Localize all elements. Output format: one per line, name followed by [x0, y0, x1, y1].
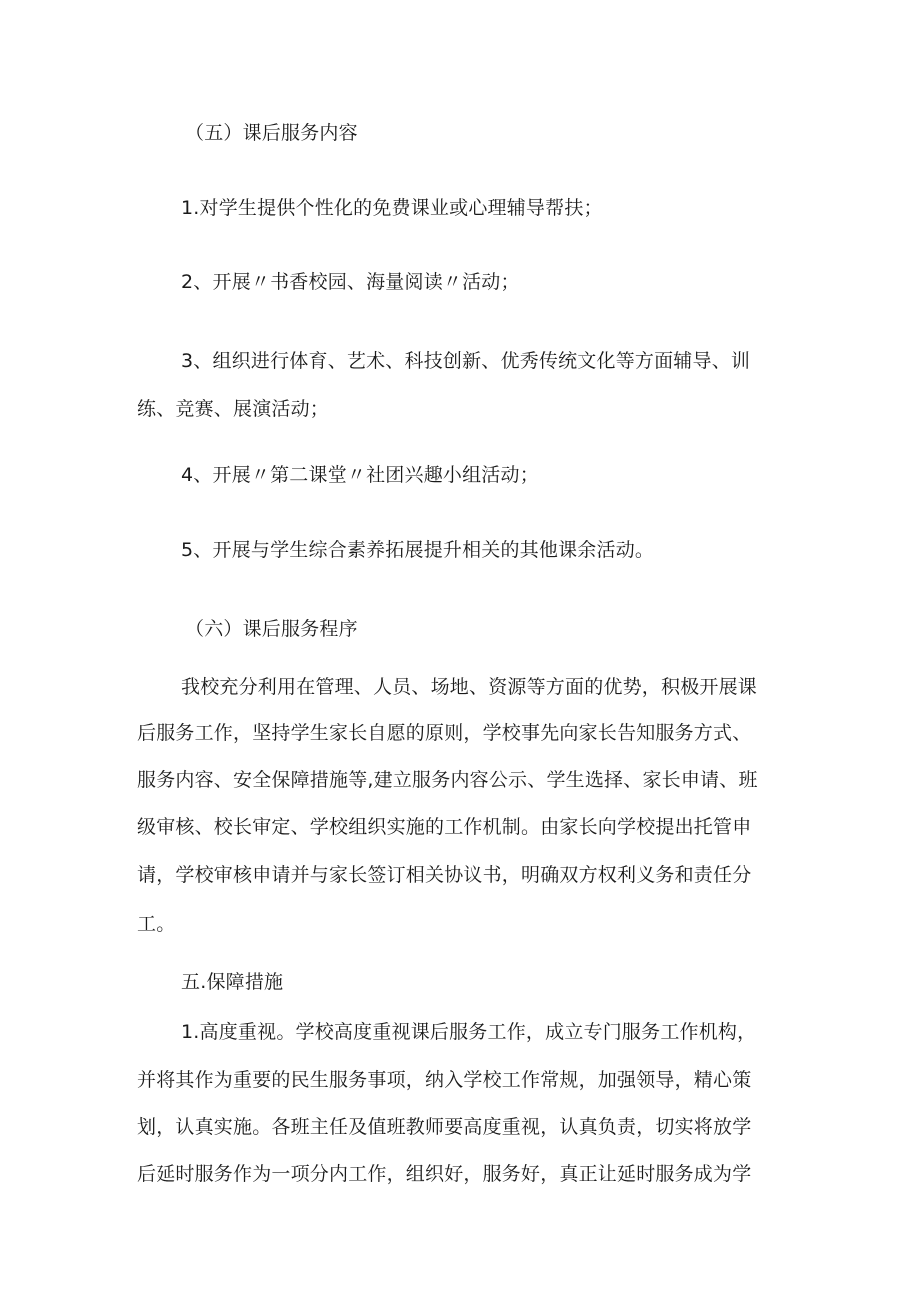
paragraph-line: 划，认真实施。各班主任及值班教师要高度重视，认真负责，切实将放学	[137, 1116, 752, 1138]
list-item-3-line-1: 3、组织进行体育、艺术、科技创新、优秀传统文化等方面辅导、训	[181, 350, 751, 372]
list-item-2: 2、开展〃书香校园、海量阅读〃活动；	[181, 271, 520, 293]
paragraph-line: 请，学校审核申请并与家长签订相关协议书，明确双方权利义务和责任分	[137, 864, 752, 886]
section-heading-safeguards: 五.保障措施	[181, 971, 284, 993]
list-item-3-line-2: 练、竞赛、展演活动；	[137, 398, 330, 420]
section-heading-after-school-procedure: （六）课后服务程序	[185, 618, 358, 640]
paragraph-line: 服务内容、安全保障措施等,建立服务内容公示、学生选择、家长申请、班	[137, 769, 758, 791]
paragraph-line: 后延时服务作为一项分内工作，组织好，服务好，真正让延时服务成为学	[137, 1163, 752, 1185]
section-heading-after-school-content: （五）课后服务内容	[185, 122, 358, 144]
paragraph-line: 工。	[137, 913, 176, 935]
paragraph-line: 我校充分利用在管理、人员、场地、资源等方面的优势，积极开展课	[181, 676, 758, 698]
paragraph-line: 1.高度重视。学校高度重视课后服务工作，成立专门服务工作机构，	[181, 1021, 757, 1043]
list-item-1: 1.对学生提供个性化的免费课业或心理辅导帮扶；	[181, 197, 603, 219]
paragraph-line: 后服务工作，坚持学生家长自愿的原则，学校事先向家长告知服务方式、	[137, 722, 752, 744]
list-item-4: 4、开展〃第二课堂〃社团兴趣小组活动；	[181, 464, 539, 486]
list-item-5: 5、开展与学生综合素养拓展提升相关的其他课余活动。	[181, 539, 655, 561]
paragraph-line: 级审核、校长审定、学校组织实施的工作机制。由家长向学校提出托管申	[137, 816, 752, 838]
paragraph-line: 并将其作为重要的民生服务事项，纳入学校工作常规，加强领导，精心策	[137, 1069, 752, 1091]
